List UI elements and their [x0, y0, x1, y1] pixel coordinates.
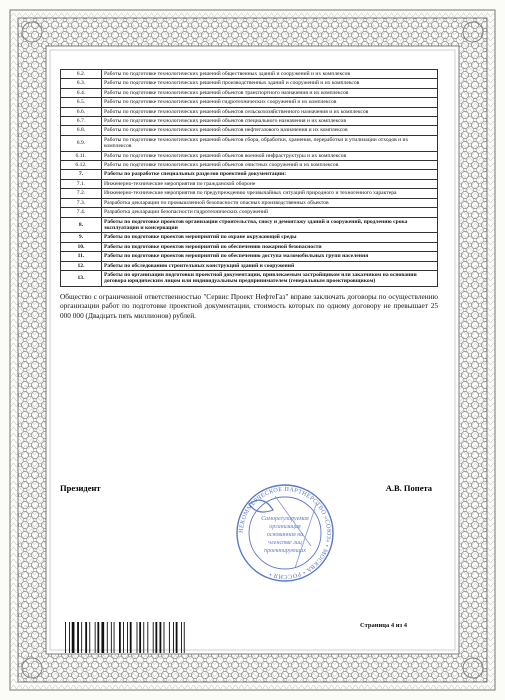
barcode-bar	[143, 622, 144, 653]
row-number: 7.1.	[61, 179, 102, 188]
table-row	[61, 151, 438, 160]
row-text: Работы по подготовке технологических решений производственных зданий и сооружений и их комплексов	[102, 79, 438, 88]
row-number: 11.	[61, 252, 102, 261]
barcode-bar	[137, 622, 138, 653]
table-row	[61, 217, 438, 233]
row-number: 7.2.	[61, 189, 102, 198]
table-row	[61, 252, 438, 261]
stamp-center-line: организация	[269, 524, 301, 530]
page-number: Страница 4 из 4	[360, 622, 407, 629]
row-text: Работы по подготовке технологических решений объектов военной инфраструктуры и их комплексов	[102, 151, 438, 160]
row-text: Инженерно-технические мероприятия по предупреждению чрезвычайных ситуаций природного и техногенного характера	[102, 189, 438, 198]
row-number: 8.	[61, 217, 102, 233]
content-area	[60, 69, 438, 320]
row-text: Работы по подготовке проектов организации строительства, сносу и демонтажу зданий и сооружений, продлению срока эксплуатации и консервации	[102, 217, 438, 233]
row-number: 13.	[61, 270, 102, 286]
table-row	[61, 242, 438, 251]
row-text: Работы по подготовке технологических решений объектов сельскохозяйственного назначения и их комплексов	[102, 107, 438, 116]
table-row	[61, 98, 438, 107]
barcode-bar	[139, 622, 141, 653]
row-number: 10.	[61, 242, 102, 251]
row-text: Работы по подготовке технологических решений гидротехнических сооружений и их комплексов	[102, 98, 438, 107]
table-row	[61, 261, 438, 270]
row-number: 12.	[61, 261, 102, 270]
stamp-ring-text: НЕКОММЕРЧЕСКОЕ ПАРТНЕРСТВО «СОЮЗ» • МОСКВА • РОССИЯ •	[237, 485, 333, 581]
barcode-bar	[97, 622, 99, 653]
row-number: 7.	[61, 170, 102, 179]
table-row	[61, 170, 438, 179]
barcode-bar	[69, 622, 70, 653]
stamp-center-line: основанная на	[266, 532, 304, 538]
barcode-bar	[107, 622, 108, 653]
table-row	[61, 135, 438, 151]
row-text: Работы по подготовке проектов мероприятий по охране окружающей среды	[102, 233, 438, 242]
row-number: 6.9.	[61, 135, 102, 151]
barcode-bar	[164, 622, 165, 653]
barcode-bar	[119, 622, 121, 653]
row-number: 6.2.	[61, 70, 102, 79]
row-text: Работы по организации подготовки проектной документации, привлекаемым застройщиком или заказчиком на основании договора юридическим лицом или индивидуальным предпринимателем (генеральным проектировщиком)	[102, 270, 438, 286]
row-text: Работы по подготовке технологических решений объектов нефтегазового назначения и их комплексов	[102, 126, 438, 135]
row-text: Работы по обследованию строительных конструкций зданий и сооружений	[102, 261, 438, 270]
barcode-bar	[72, 622, 75, 653]
barcode-bar	[95, 622, 96, 653]
row-text: Работы по подготовке проектов мероприятий по обеспечению доступа маломобильных групп населения	[102, 252, 438, 261]
barcode-bar	[147, 622, 148, 653]
table-row	[61, 126, 438, 135]
organization-statement: Общество с ограниченной ответственностью "Сервис Проект НефтеГаз" вправе заключать договоры по осуществлению организации работ по подготовке проектной документации, стоимость которых по одному договору не превышает 25 000 000 (Двадцать пять миллионов) рублей.	[60, 291, 438, 320]
table-row	[61, 233, 438, 242]
row-text: Работы по подготовке технологических решений общественных зданий и сооружений и их комплексов	[102, 70, 438, 79]
barcode-bar	[181, 622, 182, 653]
row-text: Работы по подготовке технологических решений объектов очистных сооружений и их комплексов	[102, 161, 438, 170]
row-text: Инженерно-технические мероприятия по гражданской обороне	[102, 179, 438, 188]
barcode-bar	[123, 622, 124, 653]
row-text: Разработка декларации по промышленной безопасности опасных производственных объектов	[102, 198, 438, 207]
signer-position: Президент	[60, 483, 101, 493]
barcode-bar	[160, 622, 162, 653]
table-row	[61, 161, 438, 170]
barcode-bar	[153, 622, 154, 653]
stamp-center-line: членстве лиц	[268, 540, 302, 546]
row-number: 9.	[61, 233, 102, 242]
table-row	[61, 88, 438, 97]
row-text: Работы по подготовке технологических решений объектов специального назначения и их комплексов	[102, 117, 438, 126]
row-number: 6.11.	[61, 151, 102, 160]
table-row	[61, 107, 438, 116]
row-number: 7.3.	[61, 198, 102, 207]
barcode-bar	[155, 622, 157, 653]
barcode-bar	[130, 622, 132, 653]
barcode-bar	[127, 622, 128, 653]
row-number: 6.6.	[61, 107, 102, 116]
barcode-bar	[65, 622, 66, 653]
row-number: 6.12.	[61, 161, 102, 170]
table-row	[61, 189, 438, 198]
barcode-bar	[176, 622, 178, 653]
row-number: 6.3.	[61, 79, 102, 88]
table-row	[61, 208, 438, 217]
row-number: 6.5.	[61, 98, 102, 107]
row-text: Работы по подготовке технологических решений объектов сбора, обработки, хранения, переработки и утилизации отходов и их комплексов	[102, 135, 438, 151]
barcode	[65, 622, 225, 653]
barcode-bar	[173, 622, 174, 653]
signer-name: А.В. Попета	[385, 483, 432, 493]
barcode-bar	[85, 622, 87, 653]
row-text: Работы по подготовке технологических решений объектов транспортного назначения и их комплексов	[102, 88, 438, 97]
table-row	[61, 198, 438, 207]
activities-table	[60, 69, 438, 287]
official-stamp	[215, 476, 355, 591]
barcode-bar	[111, 622, 112, 653]
row-number: 6.8.	[61, 126, 102, 135]
stamp-center-line: проектирующих	[264, 548, 306, 554]
table-row	[61, 70, 438, 79]
barcode-bar	[184, 622, 185, 653]
barcode-bar	[114, 622, 115, 653]
table-row	[61, 117, 438, 126]
barcode-bar	[169, 622, 170, 653]
stamp-center-line: Саморегулируемая	[261, 516, 309, 522]
table-row	[61, 270, 438, 286]
row-number: 6.4.	[61, 88, 102, 97]
barcode-bar	[101, 622, 104, 653]
barcode-bar	[81, 622, 82, 653]
barcode-bar	[89, 622, 90, 653]
table-row	[61, 179, 438, 188]
row-number: 7.4.	[61, 208, 102, 217]
row-text: Работы по разработке специальных разделов проектной документации:	[102, 170, 438, 179]
table-row	[61, 79, 438, 88]
row-number: 6.7.	[61, 117, 102, 126]
row-text: Разработка декларации безопасности гидротехнических сооружений	[102, 208, 438, 217]
barcode-bar	[77, 622, 79, 653]
row-text: Работы по подготовке проектов мероприятий по обеспечению пожарной безопасности	[102, 242, 438, 251]
